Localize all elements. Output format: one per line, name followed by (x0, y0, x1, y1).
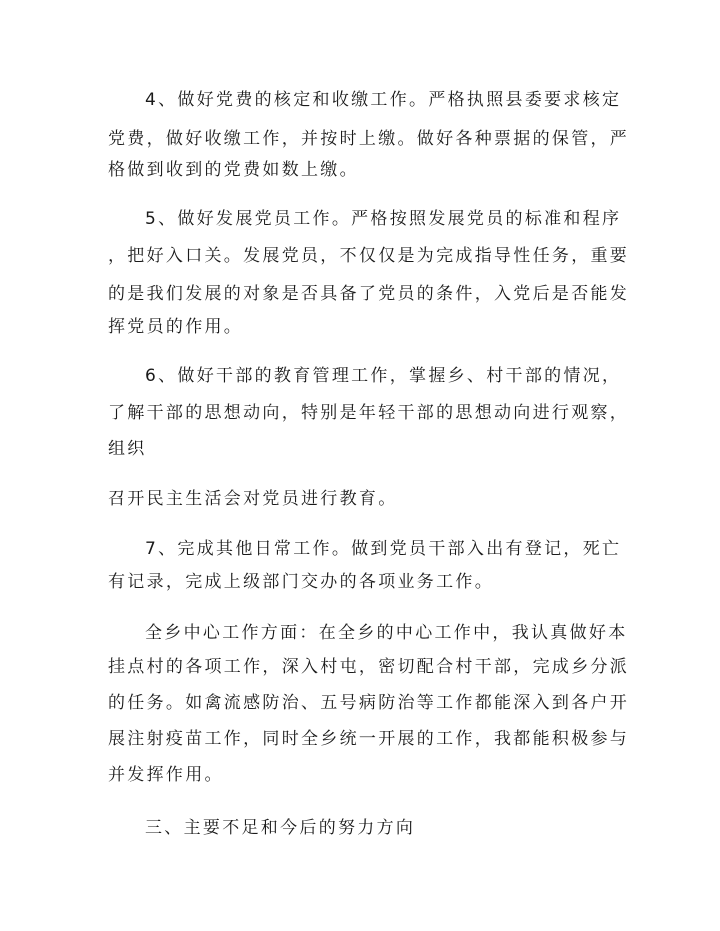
paragraph-center-line-2: 挂点村的各项工作，深入村屯，密切配合村干部，完成乡分派 (108, 657, 630, 677)
section-heading: 三、主要不足和今后的努力方向 (145, 818, 416, 838)
paragraph-center-line-1: 全乡中心工作方面：在全乡的中心工作中，我认真做好本 (145, 623, 628, 643)
paragraph-6-line-4: 召开民主生活会对党员进行教育。 (108, 489, 398, 509)
paragraph-4-line-1: 4、做好党费的核定和收缴工作。严格执照县委要求核定 (145, 90, 622, 110)
paragraph-5-line-4: 挥党员的作用。 (108, 317, 244, 337)
paragraph-5-line-3: 的是我们发展的对象是否具备了党员的条件，入党后是否能发 (108, 284, 630, 304)
paragraph-center-line-5: 并发挥作用。 (108, 765, 224, 785)
paragraph-6-line-2: 了解干部的思想动向，特别是年轻干部的思想动向进行观察， (108, 403, 630, 423)
paragraph-center-line-4: 展注射疫苗工作，同时全乡统一开展的工作，我都能积极参与 (108, 729, 630, 749)
paragraph-5-line-2: ，把好入口关。发展党员，不仅仅是为完成指导性任务，重要 (108, 246, 630, 266)
paragraph-6-line-1: 6、做好干部的教育管理工作，掌握乡、村干部的情况， (145, 366, 622, 386)
paragraph-6-line-3: 组织 (108, 439, 147, 459)
paragraph-7-line-2: 有记录，完成上级部门交办的各项业务工作。 (108, 572, 494, 592)
paragraph-center-line-3: 的任务。如禽流感防治、五号病防治等工作都能深入到各户开 (108, 693, 630, 713)
paragraph-4-line-3: 格做到收到的党费如数上缴。 (108, 160, 359, 180)
paragraph-7-line-1: 7、完成其他日常工作。做到党员干部入出有登记，死亡 (145, 539, 622, 559)
paragraph-5-line-1: 5、做好发展党员工作。严格按照发展党员的标准和程序 (145, 209, 622, 229)
paragraph-4-line-2: 党费，做好收缴工作，并按时上缴。做好各种票据的保管，严 (108, 129, 630, 149)
